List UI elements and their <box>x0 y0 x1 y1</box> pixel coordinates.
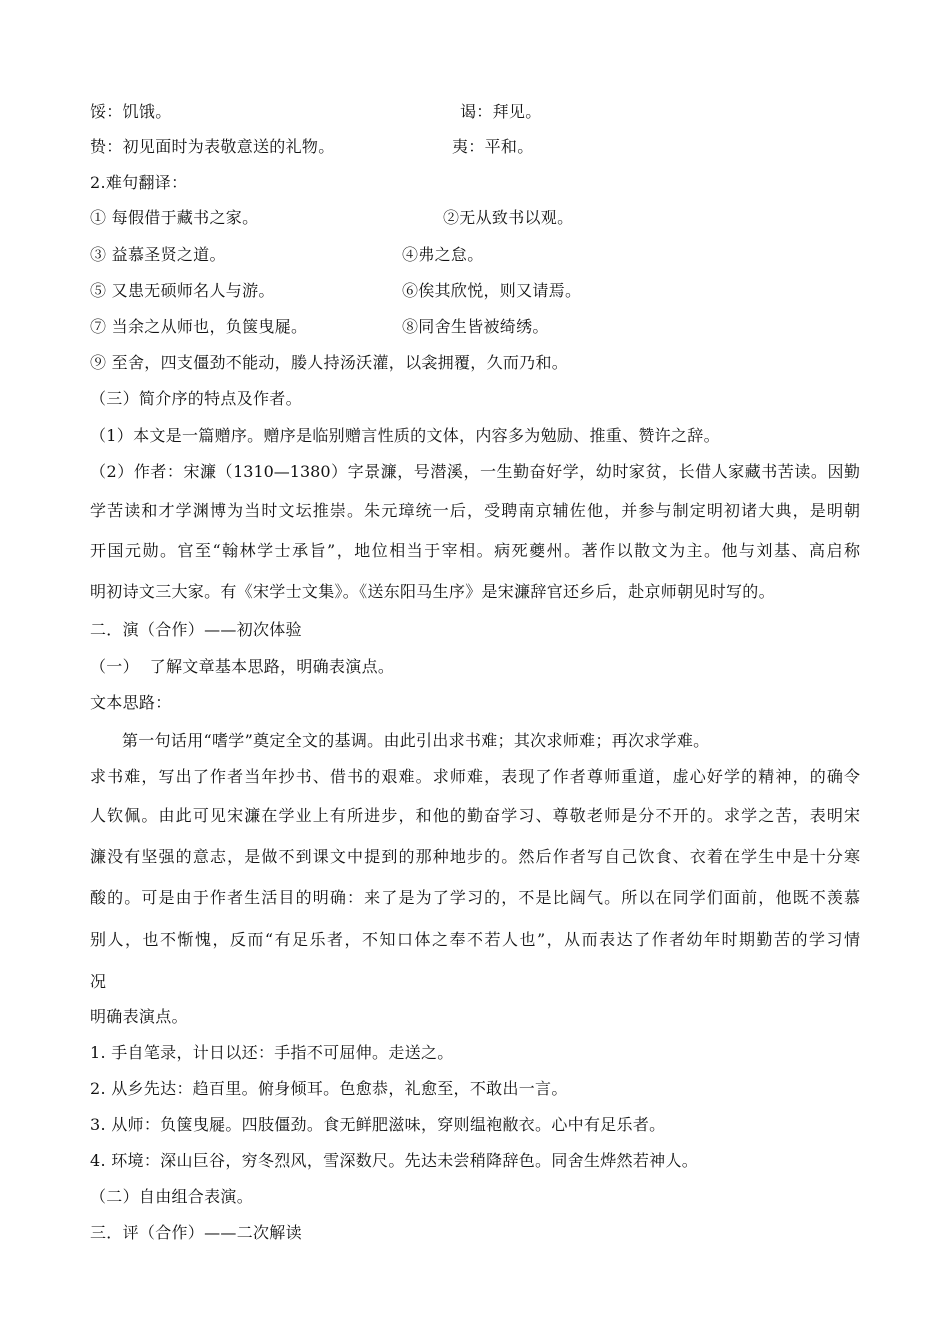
subsection-heading: （二）自由组合表演。 <box>90 1187 254 1206</box>
performance-point: 3. 从师：负箧曳屣。四肢僵劲。食无鲜肥滋味，穿则缊袍敝衣。心中有足乐者。 <box>90 1115 666 1134</box>
analysis-line: 濂没有坚强的意志，是做不到课文中提到的那种地步的。然后作者写自己饮食、衣着在学生中是十分寒 <box>90 847 860 866</box>
translation-heading: 2.难句翻译： <box>90 173 188 192</box>
vocab-term: 贽：初见面时为表敬意送的礼物。 <box>90 137 335 156</box>
section-heading-perform: 二．演（合作）——初次体验 <box>90 620 302 639</box>
intro-heading: （三）简介序的特点及作者。 <box>90 389 302 408</box>
performance-point: 1. 手自笔录，计日以还：手指不可屈伸。走送之。 <box>90 1043 454 1062</box>
sentence-item: ⑥俟其欣悦，则又请焉。 <box>402 281 582 300</box>
performance-point: 4. 环境：深山巨谷，穷冬烈风，雪深数尺。先达未尝稍降辞色。同舍生烨然若神人。 <box>90 1151 699 1170</box>
intro-point-2-line: 学苦读和才学渊博为当时文坛推崇。朱元璋统一后，受聘南京辅佐他，并参与制定明初诸大典，是明朝 <box>90 501 860 520</box>
sentence-item: ③ 益慕圣贤之道。 <box>90 245 226 264</box>
sentence-item: ⑧同舍生皆被绮绣。 <box>402 317 549 336</box>
sentence-item: ⑨ 至舍，四支僵劲不能动，媵人持汤沃灌，以衾拥覆，久而乃和。 <box>90 353 569 372</box>
section-heading-evaluate: 三．评（合作）——二次解读 <box>90 1223 302 1242</box>
analysis-line: 酸的。可是由于作者生活目的明确：来了是为了学习的，不是比阔气。所以在同学们面前，他既不羡慕 <box>90 888 860 907</box>
intro-point-1: （1）本文是一篇赠序。赠序是临别赠言性质的文体，内容多为勉励、推重、赞许之辞。 <box>90 426 720 445</box>
outline-lead: 第一句话用“嗜学”奠定全文的基调。由此引出求书难；其次求师难；再次求学难。 <box>122 731 710 750</box>
analysis-line: 人钦佩。由此可见宋濂在学业上有所进步，和他的勤奋学习、尊敬老师是分不开的。求学之苦，表明宋 <box>90 806 860 825</box>
sentence-item: ②无从致书以观。 <box>443 208 574 227</box>
vocab-term: 夷：平和。 <box>452 137 534 156</box>
sentence-item: ⑤ 又患无硕师名人与游。 <box>90 281 275 300</box>
points-label: 明确表演点。 <box>90 1007 188 1026</box>
performance-point: 2. 从乡先达：趋百里。俯身倾耳。色愈恭，礼愈至，不敢出一言。 <box>90 1079 568 1098</box>
sentence-item: ① 每假借于藏书之家。 <box>90 208 259 227</box>
intro-point-2-line: （2）作者：宋濂（1310—1380）字景濂，号潜溪，一生勤奋好学，幼时家贫，长借人家藏书苦读。因勤 <box>90 462 860 481</box>
intro-point-2-line: 开国元勋。官至“翰林学士承旨”，地位相当于宰相。病死夔州。著作以散文为主。他与刘基、高启称 <box>90 541 860 560</box>
outline-label: 文本思路： <box>90 693 172 712</box>
analysis-line: 求书难，写出了作者当年抄书、借书的艰难。求师难，表现了作者尊师重道，虚心好学的精神，的确令 <box>90 767 860 786</box>
vocab-term: 馁：饥饿。 <box>90 102 172 121</box>
analysis-line: 况 <box>90 972 107 991</box>
analysis-line: 别人，也不惭愧，反而“有足乐者，不知口体之奉不若人也”，从而表达了作者幼年时期勤苦的学习情 <box>90 930 860 949</box>
vocab-term: 谒：拜见。 <box>460 102 542 121</box>
intro-point-2-line: 明初诗文三大家。有《宋学士文集》。《送东阳马生序》是宋濂辞官还乡后，赴京师朝见时写的。 <box>90 582 775 601</box>
sentence-item: ④弗之怠。 <box>402 245 484 264</box>
sentence-item: ⑦ 当余之从师也，负箧曳屣。 <box>90 317 308 336</box>
subsection-heading: （一） 了解文章基本思路，明确表演点。 <box>90 657 395 676</box>
